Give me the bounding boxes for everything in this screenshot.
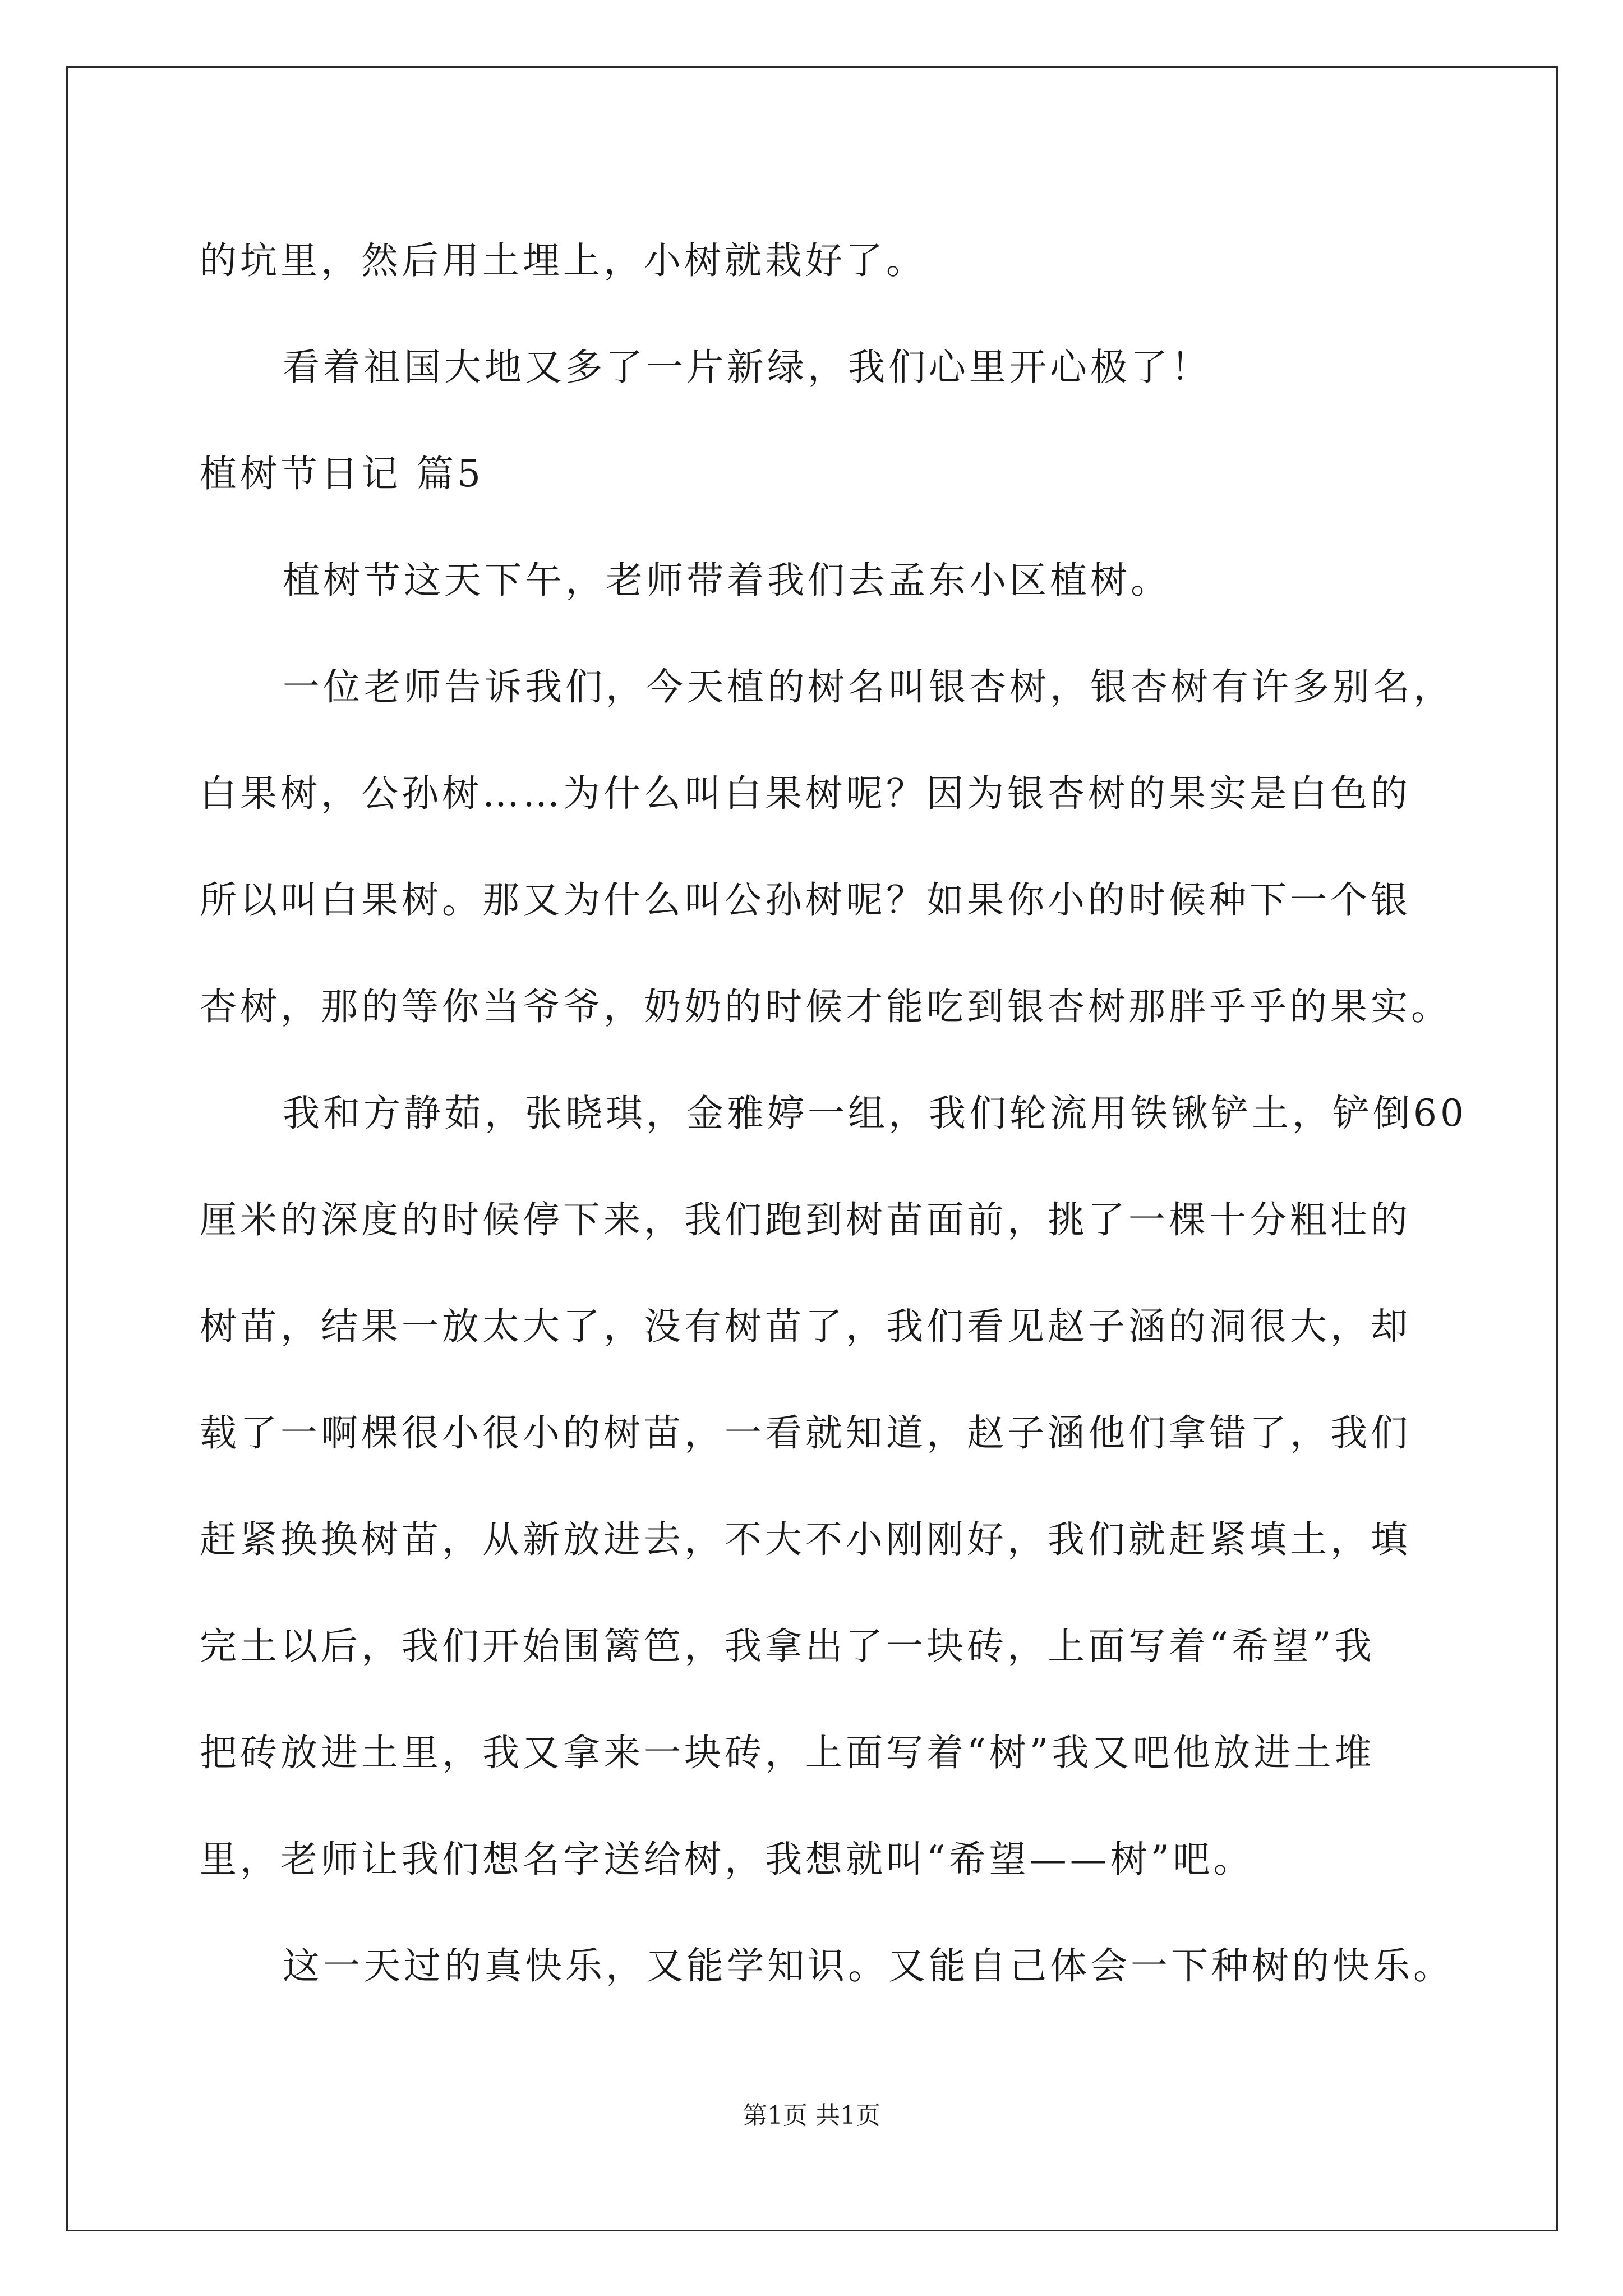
paragraph: 看着祖国大地又多了一片新绿，我们心里开心极了！	[283, 346, 1211, 389]
paragraph-line: 赶紧换换树苗，从新放进去，不大不小刚刚好，我们就赶紧填土，填	[200, 1518, 1411, 1561]
paragraph-line: 树苗，结果一放太大了，没有树苗了，我们看见赵子涵的洞很大，却	[200, 1305, 1411, 1348]
paragraph: 这一天过的真快乐，又能学知识。又能自己体会一下种树的快乐。	[283, 1944, 1454, 1987]
document-body	[200, 208, 1467, 2019]
page-number-footer: 第1页 共1页	[743, 2101, 880, 2130]
paragraph: 植树节这天下午，老师带着我们去孟东小区植树。	[283, 559, 1171, 602]
paragraph-line: 白果树，公孙树……为什么叫白果树呢？因为银杏树的果实是白色的	[200, 772, 1411, 815]
paragraph-continuation: 的坑里，然后用土埋上，小树就栽好了。	[200, 239, 926, 282]
paragraph-line: 载了一啊棵很小很小的树苗，一看就知道，赵子涵他们拿错了，我们	[200, 1411, 1411, 1455]
paragraph: 我和方静茹，张晓琪，金雅婷一组，我们轮流用铁锹铲土，铲倒60	[283, 1092, 1467, 1135]
paragraph-line: 把砖放进土里，我又拿来一块砖，上面写着“树”我又吧他放进土堆	[200, 1731, 1375, 1774]
paragraph-line: 所以叫白果树。那又为什么叫公孙树呢？如果你小的时候种下一个银	[200, 878, 1411, 922]
section-heading: 植树节日记 篇5	[200, 452, 484, 495]
paragraph: 一位老师告诉我们，今天植的树名叫银杏树，银杏树有许多别名，	[283, 665, 1454, 708]
paragraph-line: 完土以后，我们开始围篱笆，我拿出了一块砖，上面写着“希望”我	[200, 1625, 1375, 1668]
paragraph-line: 里，老师让我们想名字送给树，我想就叫“希望——树”吧。	[200, 1838, 1254, 1881]
paragraph-line: 杏树，那的等你当爷爷，奶奶的时候才能吃到银杏树那胖乎乎的果实。	[200, 985, 1451, 1028]
paragraph-line: 厘米的深度的时候停下来，我们跑到树苗面前，挑了一棵十分粗壮的	[200, 1198, 1411, 1241]
